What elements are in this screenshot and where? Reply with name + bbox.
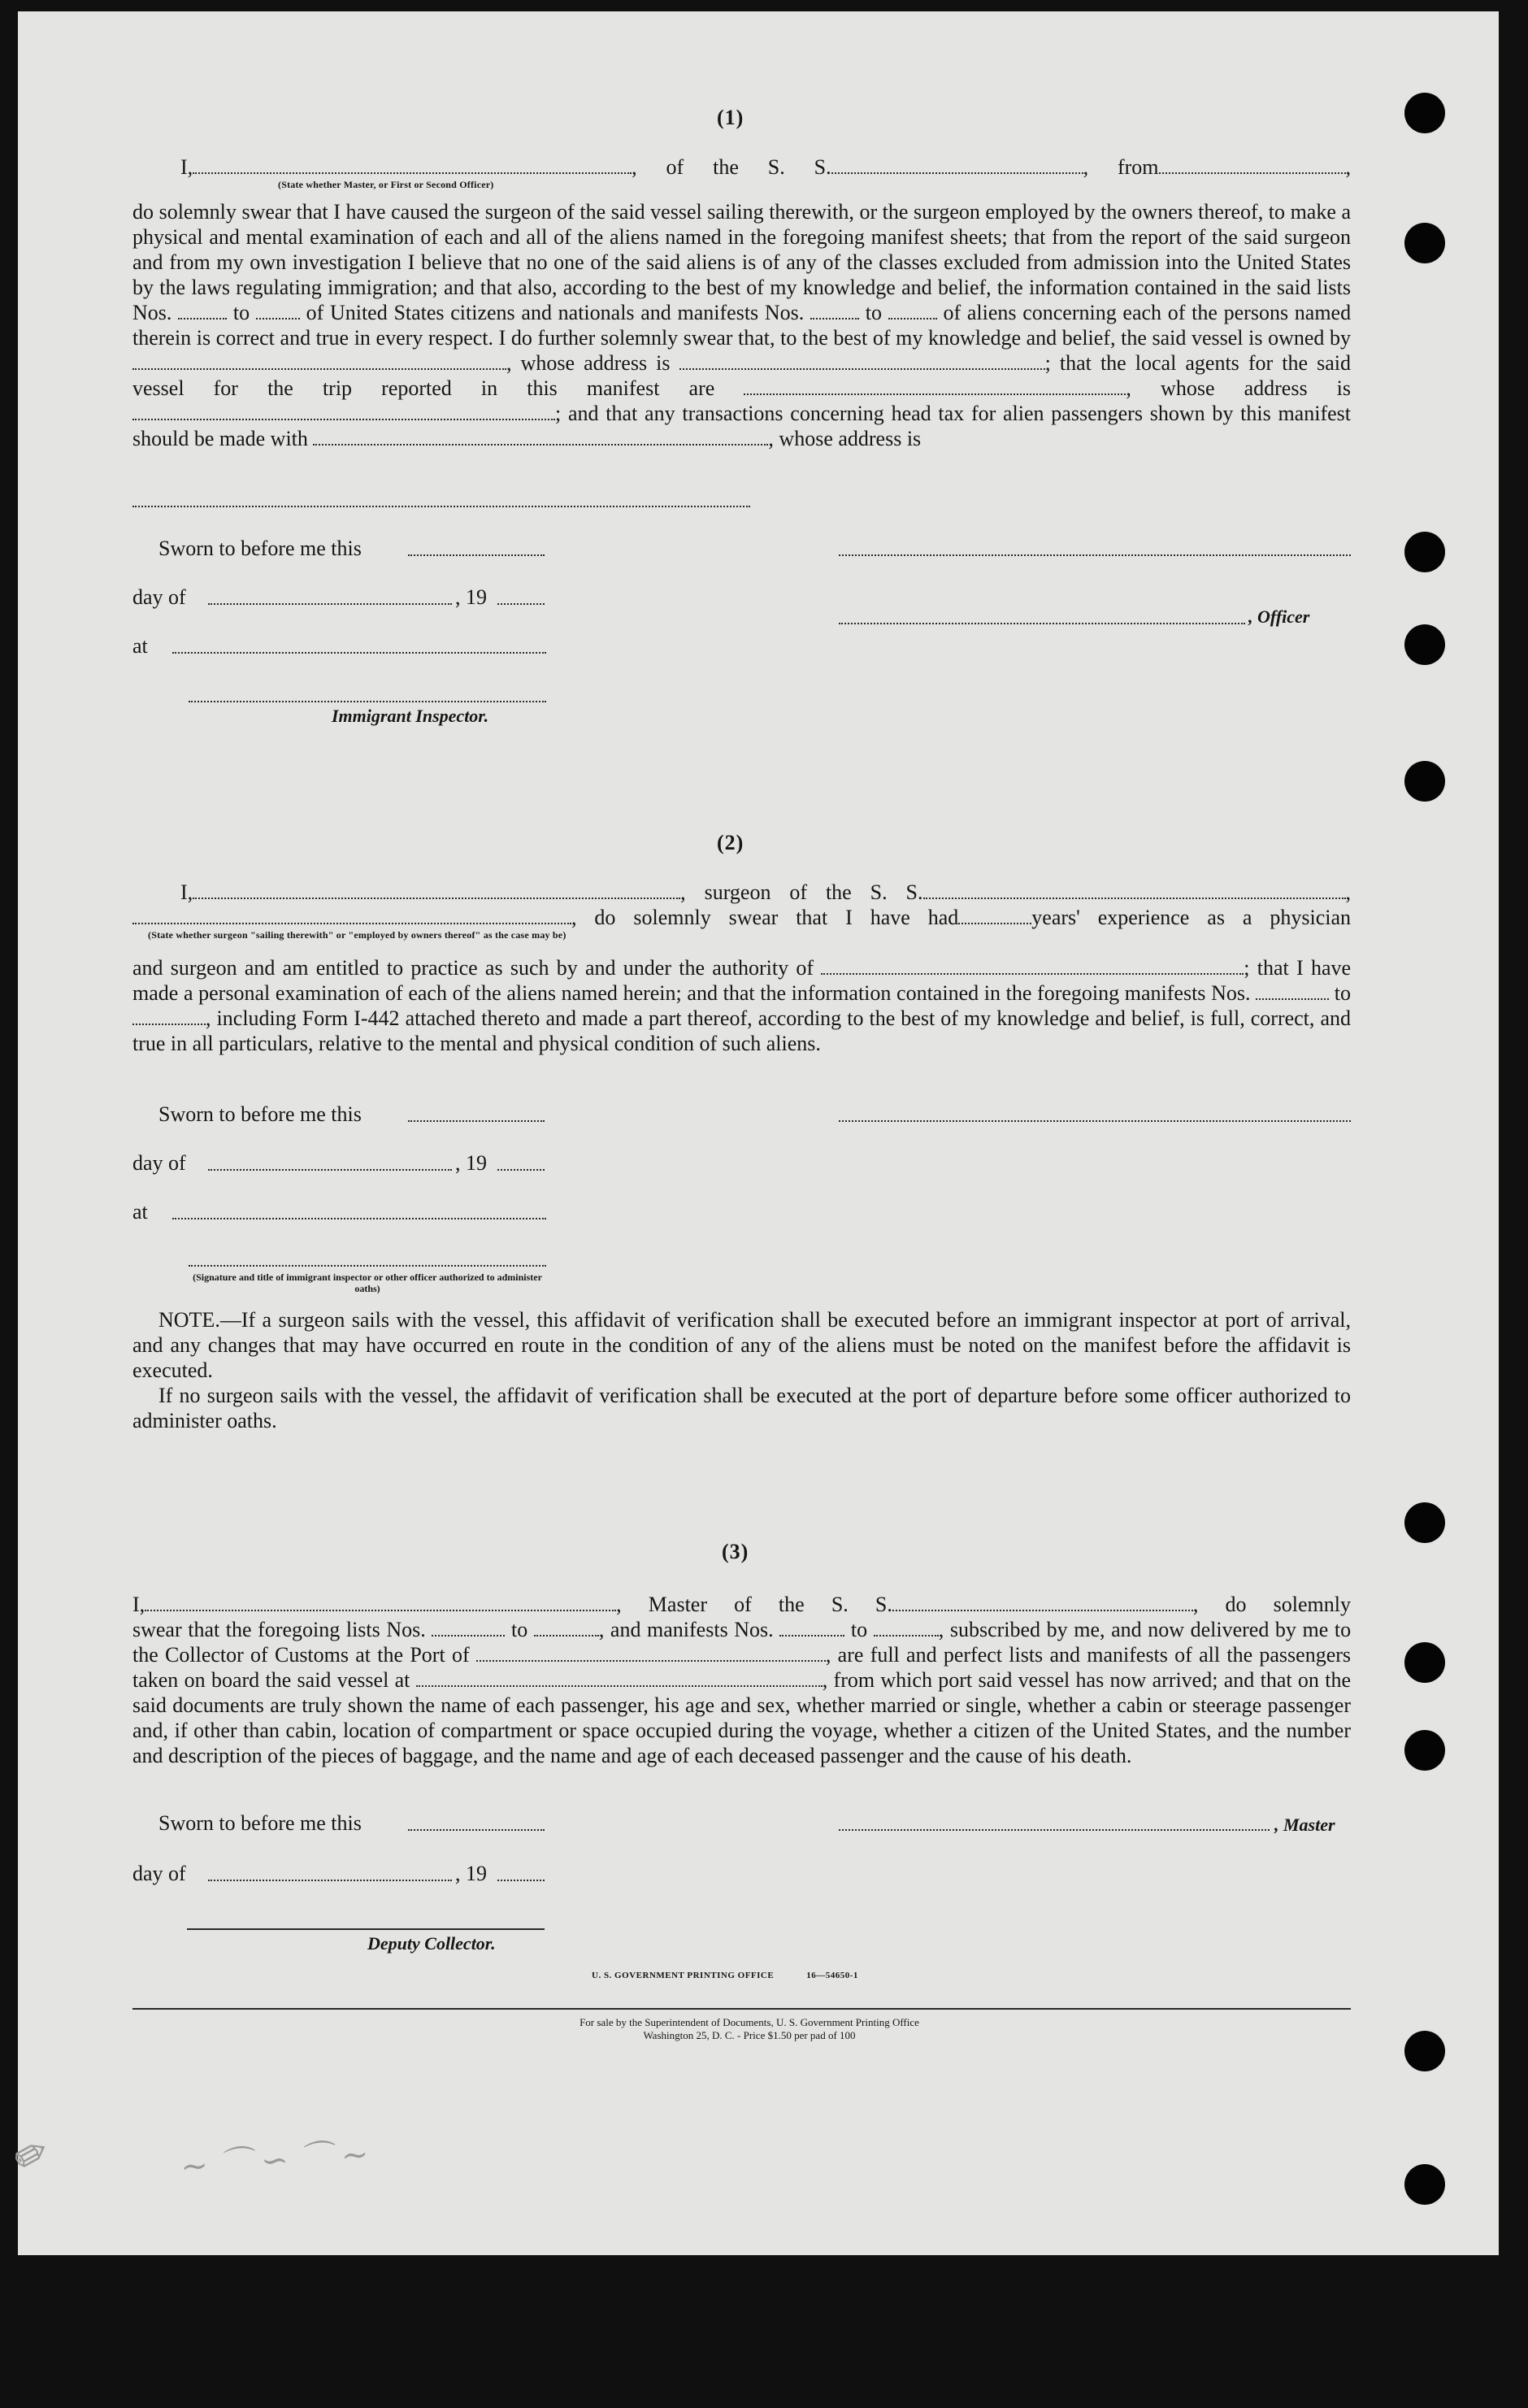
printing-office-line: U. S. GOVERNMENT PRINTING OFFICE 16—54650-1	[592, 1971, 858, 1980]
vessel-name-field[interactable]	[831, 156, 1083, 174]
s3-master-label: , Master	[1274, 1815, 1335, 1835]
manifest-affidavit-page	[3, 11, 1499, 2255]
s2-sworn-date-field[interactable]	[408, 1120, 545, 1122]
master-name-field[interactable]	[145, 1593, 616, 1611]
s3-sworn-date-field[interactable]	[408, 1829, 545, 1831]
s2-surgeon-signature-line[interactable]	[839, 1120, 1351, 1122]
handwritten-scribble: ~ ⌒ ∽ ⌒ ~	[179, 2135, 370, 2187]
s1-place-field[interactable]	[172, 652, 546, 654]
s2-at-label: at	[132, 1200, 148, 1224]
s2-year-label: , 19	[455, 1151, 487, 1175]
section-2-number: (2)	[717, 831, 744, 854]
sale-notice: For sale by the Superintendent of Documents, U. S. Government Printing Office Washington 25, D. C. - Price $1.50 per pad of 100	[580, 2016, 919, 2041]
s2-sworn-label: Sworn to before me this	[158, 1102, 362, 1126]
s3-line-1: I, , Master of the S. S. , do solemnly	[132, 1593, 1351, 1616]
s3-body: swear that the foregoing lists Nos. to , and manifests Nos. to , subscribed by me, and now delivered by me to the Collector of Customs at the Port of , are full and perfect lists and manifests of all the passengers taken on board the said vessel at , from which port said vessel has now arrived; and that on the said documents are truly shown the name of each passenger, his age and sex, whether married or single, whether a cabin or steerage passenger and, if other than cabin, location of compartment or space occupied during the voyage, whether a citizen of the United States, and the number and description of the pieces of baggage, and the name and age of each deceased passenger and the cause of his death.	[132, 1618, 1352, 1767]
punch-hole	[1404, 1642, 1445, 1683]
manifests-to-field[interactable]	[888, 302, 937, 319]
s1-month-field[interactable]	[208, 603, 452, 605]
s2-manifests-from-field[interactable]	[1256, 982, 1329, 1000]
owner-address-field[interactable]	[679, 352, 1045, 370]
s1-day-of-label: day of	[132, 585, 186, 609]
handwritten-mark: ✎	[3, 2136, 59, 2181]
section-1-number: (1)	[717, 106, 744, 129]
s1-officer-signature-line-1[interactable]	[839, 554, 1351, 556]
s1-body: do solemnly swear that I have caused the surgeon of the said vessel sailing therewith, or the surgeon employed by the owners thereof, to make a physical and mental examination of each and all of the aliens named in the foregoing manifest sheets; that from the report of the said surgeon and from my own investigation I believe that no one of the said aliens is of any of the classes excluded from admission into the United States by the laws regulating immigration; and that also, according to the best of my knowledge and belief, the information contained in the said lists Nos. to of United States citizens and nationals and manifests Nos. to of aliens concerning each of the persons named therein is correct and true in every respect. I do further solemnly swear that, to the best of my knowledge and belief, the said vessel is owned by , whose address is ; that the local agents for the said vessel for the trip reported in this manifest are , whose address is ; and that any transactions concerning head tax for alien passengers shown by this manifest should be made with , whose address is	[132, 200, 1352, 450]
s1-sworn-label: Sworn to before me this	[158, 537, 362, 560]
s1-inspector-label: Immigrant Inspector.	[332, 706, 489, 726]
vessel-owner-field[interactable]	[132, 352, 506, 370]
punch-hole	[1404, 2164, 1445, 2205]
s3-vessel-name-field[interactable]	[892, 1593, 1193, 1611]
s3-month-field[interactable]	[208, 1880, 452, 1881]
s3-lists-from-field[interactable]	[432, 1619, 505, 1636]
s1-year-field[interactable]	[497, 603, 545, 605]
s2-place-field[interactable]	[172, 1218, 546, 1219]
punch-hole	[1404, 1502, 1445, 1543]
s1-sworn-date-field[interactable]	[408, 554, 545, 556]
punch-hole	[1404, 624, 1445, 665]
s1-inspector-signature-line[interactable]	[189, 701, 546, 702]
punch-hole	[1404, 1730, 1445, 1771]
s2-manifests-to-field[interactable]	[132, 1007, 206, 1025]
boarding-port-field[interactable]	[416, 1669, 823, 1687]
s3-year-field[interactable]	[497, 1880, 545, 1881]
s3-sworn-label: Sworn to before me this	[158, 1811, 362, 1835]
practice-authority-field[interactable]	[821, 957, 1244, 975]
s3-day-of-label: day of	[132, 1862, 186, 1885]
local-agents-field[interactable]	[744, 377, 1126, 395]
footer-rule	[132, 2008, 1351, 2010]
s3-collector-signature-line[interactable]	[187, 1928, 545, 1930]
s3-collector-label: Deputy Collector.	[367, 1933, 496, 1954]
s2-day-of-label: day of	[132, 1151, 186, 1175]
years-experience-field[interactable]	[958, 906, 1031, 924]
s2-note: NOTE.—If a surgeon sails with the vessel, this affidavit of verification shall be executed before an immigrant inspector at port of arrival, and any changes that may have occurred en route in the condition of any of the aliens must be noted on the manifest before the affidavit is executed.	[132, 1308, 1351, 1382]
lists-to-field[interactable]	[256, 302, 300, 319]
s1-line-1: I, , of the S. S. , from ,	[180, 155, 1352, 179]
s2-month-field[interactable]	[208, 1169, 452, 1171]
section-3-number: (3)	[722, 1540, 749, 1563]
punch-hole	[1404, 223, 1445, 263]
s3-manifests-to-field[interactable]	[874, 1619, 939, 1636]
s2-body: and surgeon and am entitled to practice as such by and under the authority of ; that I have made a personal examination of each of the aliens named herein; and that the information contained in the foregoing manifests Nos. to , including Form I-442 attached thereto and made a part thereof, according to the best of my knowledge and belief, is full, correct, and true in all particulars, relative to the mental and physical condition of such aliens.	[132, 956, 1352, 1055]
officer-rank-field[interactable]	[193, 156, 632, 174]
s1-at-label: at	[132, 634, 148, 658]
s3-lists-to-field[interactable]	[534, 1619, 599, 1636]
s2-signature-line[interactable]	[189, 1265, 546, 1267]
arrival-port-field[interactable]	[476, 1644, 826, 1662]
lists-from-field[interactable]	[178, 302, 227, 319]
surgeon-status-caption: (State whether surgeon "sailing therewith" or "employed by owners thereof" as the case may be)	[148, 929, 566, 941]
head-tax-address-field[interactable]	[132, 506, 750, 507]
s3-year-label: , 19	[455, 1862, 487, 1885]
punch-hole	[1404, 93, 1445, 133]
s1-officer-signature-line-2[interactable]	[839, 623, 1245, 624]
punch-hole	[1404, 532, 1445, 572]
agents-address-field[interactable]	[132, 402, 555, 420]
s2-vessel-name-field[interactable]	[923, 881, 1346, 899]
s2-signature-caption: (Signature and title of immigrant inspector or other officer authorized to administer oaths)	[193, 1271, 542, 1294]
officer-rank-caption: (State whether Master, or First or Second Officer)	[278, 179, 494, 190]
s3-manifests-from-field[interactable]	[779, 1619, 844, 1636]
s2-year-field[interactable]	[497, 1169, 545, 1171]
s3-master-signature-line[interactable]	[839, 1829, 1270, 1831]
surgeon-status-field[interactable]	[132, 906, 571, 924]
s2-note-2: If no surgeon sails with the vessel, the affidavit of verification shall be executed at the port of departure before some officer authorized to administer oaths.	[132, 1384, 1351, 1432]
s2-line-2: , do solemnly swear that I have had years' experience as a physician	[132, 905, 1351, 930]
punch-hole	[1404, 761, 1445, 802]
manifests-from-field[interactable]	[810, 302, 859, 319]
punch-hole	[1404, 2031, 1445, 2071]
s1-officer-label: , Officer	[1248, 606, 1310, 627]
head-tax-party-field[interactable]	[313, 428, 768, 446]
surgeon-name-field[interactable]	[193, 881, 680, 899]
s2-line-1: I, , surgeon of the S. S. ,	[180, 880, 1351, 904]
departure-port-field[interactable]	[1159, 156, 1346, 174]
s1-year-label: , 19	[455, 585, 487, 609]
